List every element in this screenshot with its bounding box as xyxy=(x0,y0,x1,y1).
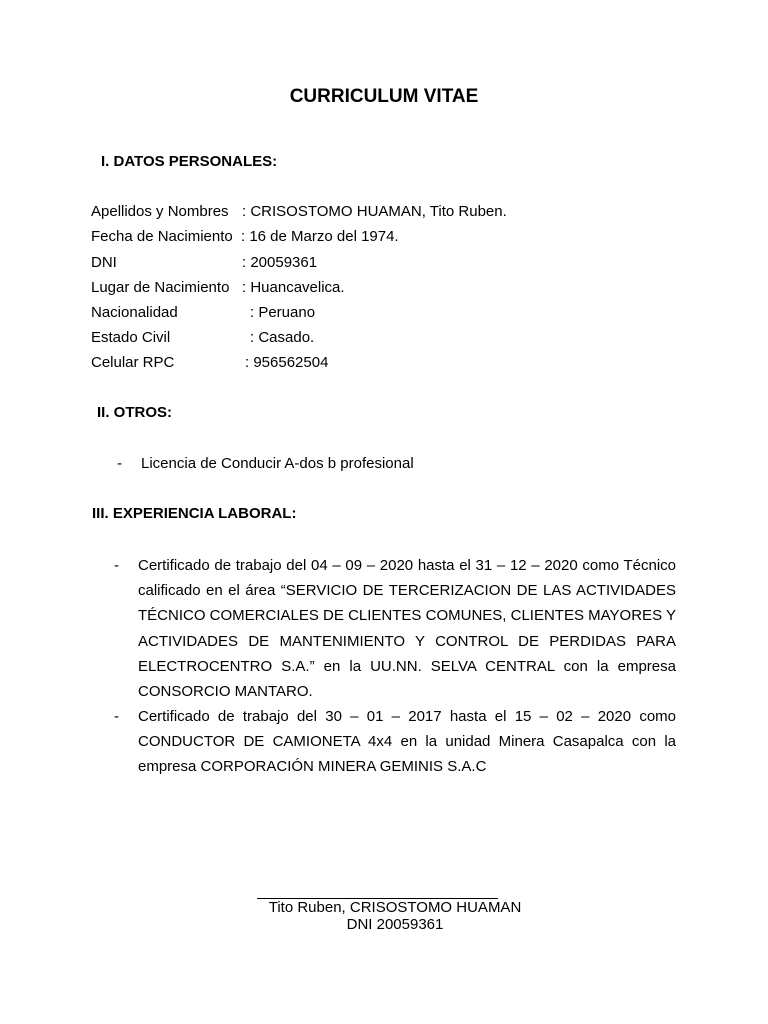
section-heading-otros: II. OTROS: xyxy=(97,404,172,421)
bullet-dash: - xyxy=(114,557,119,574)
field-value: : Casado. xyxy=(250,329,315,346)
field-label: Nacionalidad xyxy=(91,304,178,321)
bullet-dash: - xyxy=(114,708,119,725)
section-heading-personal: I. DATOS PERSONALES: xyxy=(101,153,278,170)
field-value: : CRISOSTOMO HUAMAN, Tito Ruben. xyxy=(242,203,507,220)
section-heading-experiencia: III. EXPERIENCIA LABORAL: xyxy=(92,505,297,522)
list-item: Certificado de trabajo del 30 – 01 – 2017 hasta el 15 – 02 – 2020 como CONDUCTOR DE CAMIONETA 4x4 en la unidad Minera Casapalca con la empresa CORPORACIÓN MINERA GEMINIS S.A.C xyxy=(138,708,676,776)
field-value: : Peruano xyxy=(250,304,316,321)
list-item: Certificado de trabajo del 04 – 09 – 2020 hasta el 31 – 12 – 2020 como Técnico calificado en el área “SERVICIO DE TERCERIZACION DE LAS ACTIVIDADES TÉCNICO COMERCIALES DE CLIENTES COMUNES, CLIENTES MAYORES Y ACTIVIDADES DE MANTENIMIENTO Y CONTROL DE PERDIDAS PARA ELECTROCENTRO S.A.” en la UU.NN. SELVA CENTRAL con la empresa CONSORCIO MANTARO. xyxy=(138,557,676,701)
signature-name: Tito Ruben, CRISOSTOMO HUAMAN xyxy=(268,899,522,916)
field-value: : Huancavelica. xyxy=(242,279,345,296)
page-title: CURRICULUM VITAE xyxy=(289,86,479,107)
field-value: : 20059361 xyxy=(242,254,318,271)
field-label: DNI xyxy=(91,254,117,271)
list-item: Licencia de Conducir A-dos b profesional xyxy=(141,455,414,472)
signature-dni: DNI 20059361 xyxy=(346,916,444,933)
field-label: Fecha de Nacimiento xyxy=(91,228,233,245)
field-label: Estado Civil xyxy=(91,329,171,346)
field-label: Apellidos y Nombres xyxy=(91,203,229,220)
field-label: Celular RPC xyxy=(91,354,175,371)
field-value: : 16 de Marzo del 1974. xyxy=(241,228,399,245)
bullet-dash: - xyxy=(117,455,122,472)
field-value: : 956562504 xyxy=(245,354,329,371)
field-label: Lugar de Nacimiento xyxy=(91,279,230,296)
